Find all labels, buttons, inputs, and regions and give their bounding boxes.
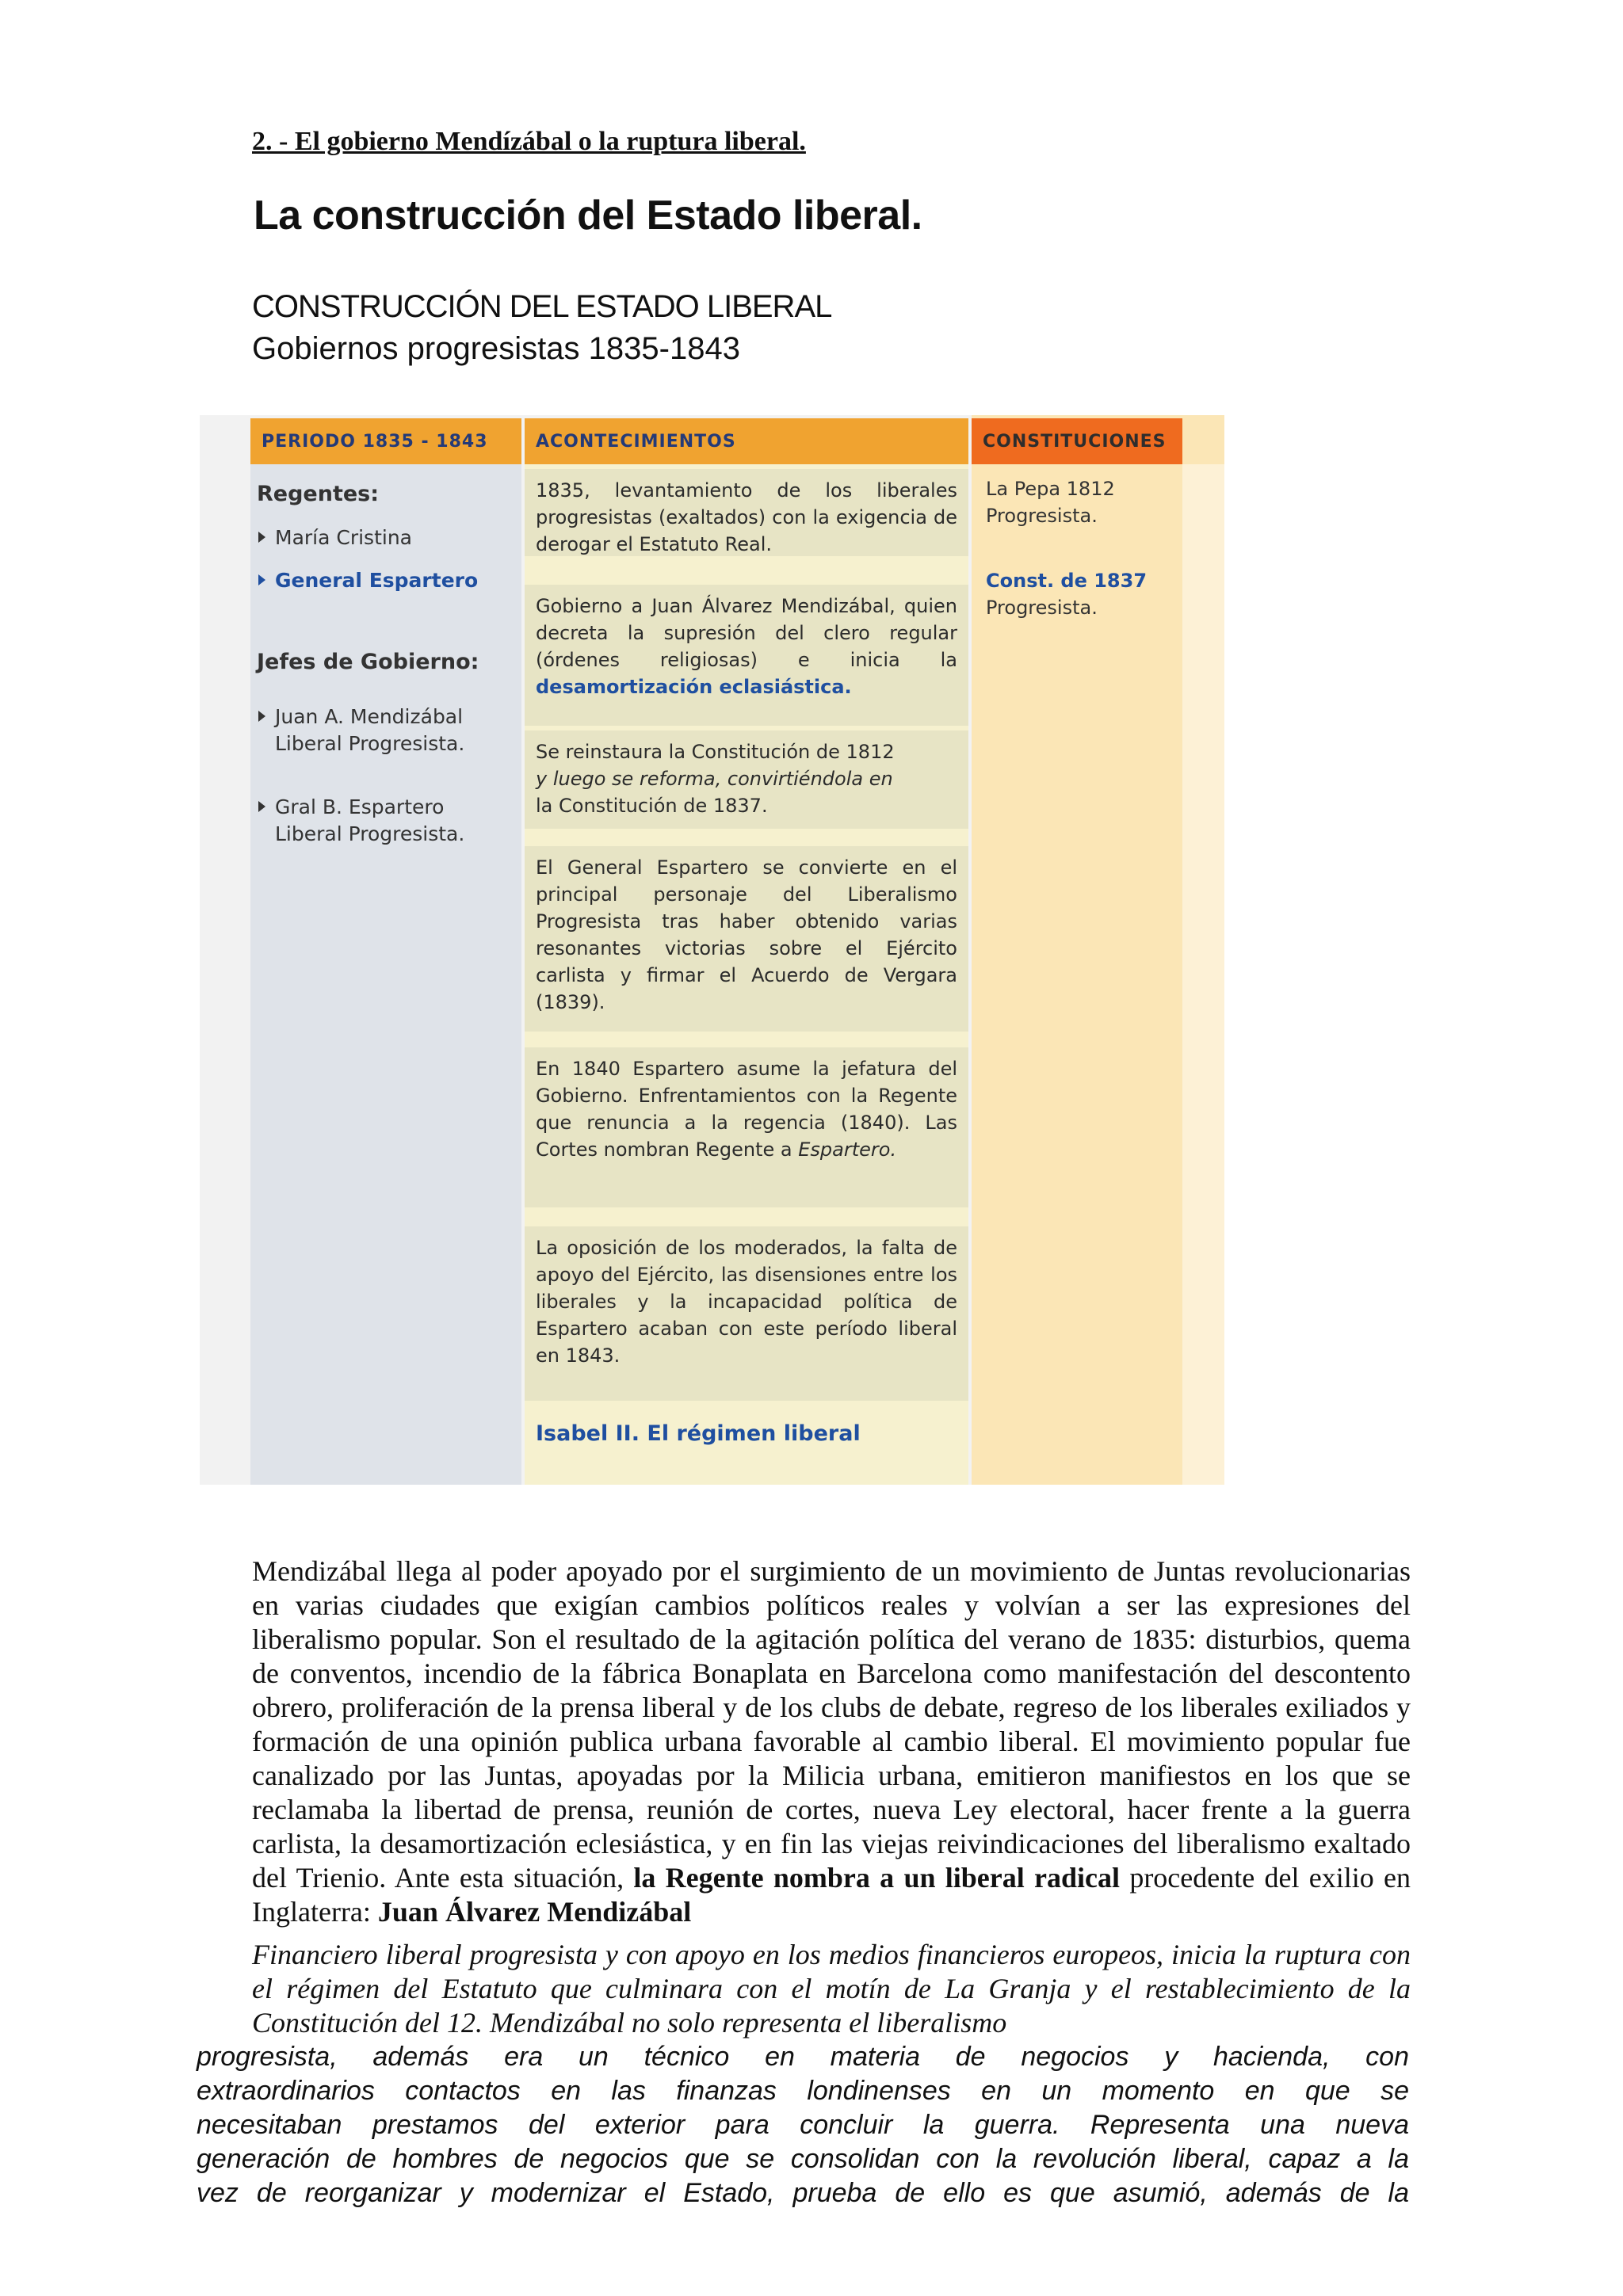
body-line: vez de reorganizar y modernizar el Estado, prueba de ello es que asumió, además de la (197, 2178, 1409, 2208)
header-constituciones: CONSTITUCIONES (972, 418, 1182, 464)
event-3: Se reinstaura la Constitución de 1812 y luego se reforma, convirtiéndola en la Constitución de 1837. (525, 730, 968, 829)
constitucion-1837: Const. de 1837 Progresista. (986, 570, 1148, 619)
event-2: Gobierno a Juan Álvarez Mendizábal, quien decreta la supresión del clero regular (órdenes religiosas) e inicia la desamortización eclasiástica. (525, 585, 968, 726)
body-line: necesitaban prestamos del exterior para concluir la guerra. Representa una nueva (197, 2110, 1409, 2140)
page-title: La construcción del Estado liberal. (254, 193, 922, 238)
constitucion-1812: La Pepa 1812 Progresista. (986, 478, 1115, 527)
event-1: 1835, levantamiento de los liberales progresistas (exaltados) con la exigencia de derogar el Estatuto Real. (525, 469, 968, 556)
header-acontecimientos: ACONTECIMIENTOS (525, 418, 968, 464)
regente-item-link[interactable]: General Espartero (258, 567, 478, 594)
body-line: progresista, además era un técnico en materia de negocios y hacienda, con (197, 2042, 1409, 2072)
desamortizacion-link[interactable]: desamortización eclasiástica. (536, 676, 852, 698)
header-periodo: PERIODO 1835 - 1843 (250, 418, 521, 464)
event-6: La oposición de los moderados, la falta de apoyo del Ejército, las disensiones entre los liberales y la incapacidad política de Espartero acaban con este período liberal en 1843. (525, 1226, 968, 1401)
regente-item[interactable]: María Cristina (258, 524, 412, 551)
triangle-right-icon (258, 532, 265, 543)
body-line: extraordinarios contactos en las finanzas londinenses en un momento en que se (197, 2076, 1409, 2106)
subtitle-2: Gobiernos progresistas 1835-1843 (252, 331, 740, 366)
jefe-item[interactable]: Juan A. Mendizábal Liberal Progresista. (258, 704, 464, 757)
const-1837-link[interactable]: Const. de 1837 (986, 570, 1148, 592)
body-line: generación de hombres de negocios que se consolidan con la revolución liberal, capaz a la (197, 2144, 1409, 2174)
isabel-ii-link[interactable]: Isabel II. El régimen liberal (536, 1421, 861, 1446)
jefe-item[interactable]: Gral B. Espartero Liberal Progresista. (258, 794, 464, 848)
triangle-right-icon (258, 801, 265, 812)
section-heading: 2. - El gobierno Mendízábal o la ruptura liberal. (252, 127, 806, 156)
body-paragraph: Mendizábal llega al poder apoyado por el surgimiento de un movimiento de Juntas revolucionarias en varias ciudades que exigían cambios políticos reales y volvían a ser las expresiones del liberalismo popular. Son el resultado de la agitación política del verano de 1835: disturbios, quema de conventos, incendio de la fábrica Bonaplata en Barcelona como manifestación del descontento obrero, proliferación de la prensa liberal y de los clubs de debate, regreso de los liberales exiliados y formación de una opinión publica urbana favorable al cambio liberal. El movimiento popular fue canalizado por las Juntas, apoyadas por la Milicia urbana, emitieron manifiestos en los que se reclamaba la libertad de prensa, reunión de cortes, nueva Ley electoral, hacer frente a la guerra carlista, la desamortización eclesiástica, y en fin las viejas reivindicaciones del liberalismo exaltado del Trienio. Ante esta situación, la Regente nombra a un liberal radical procedente del exilio en Inglaterra: Juan Álvarez Mendizábal (252, 1555, 1411, 1928)
event-4: El General Espartero se convierte en el principal personaje del Liberalismo Progresista tras haber obtenido varias resonantes victorias sobre el Ejército carlista y firmar el Acuerdo de Vergara (1839). (525, 846, 968, 1032)
body-italic-paragraph: Financiero liberal progresista y con apoyo en los medios financieros europeos, inicia la ruptura con el régimen del Estatuto que culminara con el motín de La Granja y el restablecimiento de la Constitución del 12. Mendizábal no solo representa el liberalismo (252, 1939, 1411, 2039)
subtitle-1: CONSTRUCCIÓN DEL ESTADO LIBERAL (252, 289, 832, 324)
triangle-right-icon (258, 711, 265, 722)
event-5: En 1840 Espartero asume la jefatura del Gobierno. Enfrentamientos con la Regente que renuncia a la regencia (1840). Las Cortes nombran Regente a Espartero. (525, 1047, 968, 1207)
periodo-column (250, 464, 521, 1485)
regentes-label: Regentes: (257, 482, 380, 506)
history-table (200, 415, 1224, 1485)
jefes-label: Jefes de Gobierno: (257, 650, 479, 674)
triangle-right-icon (258, 574, 265, 585)
